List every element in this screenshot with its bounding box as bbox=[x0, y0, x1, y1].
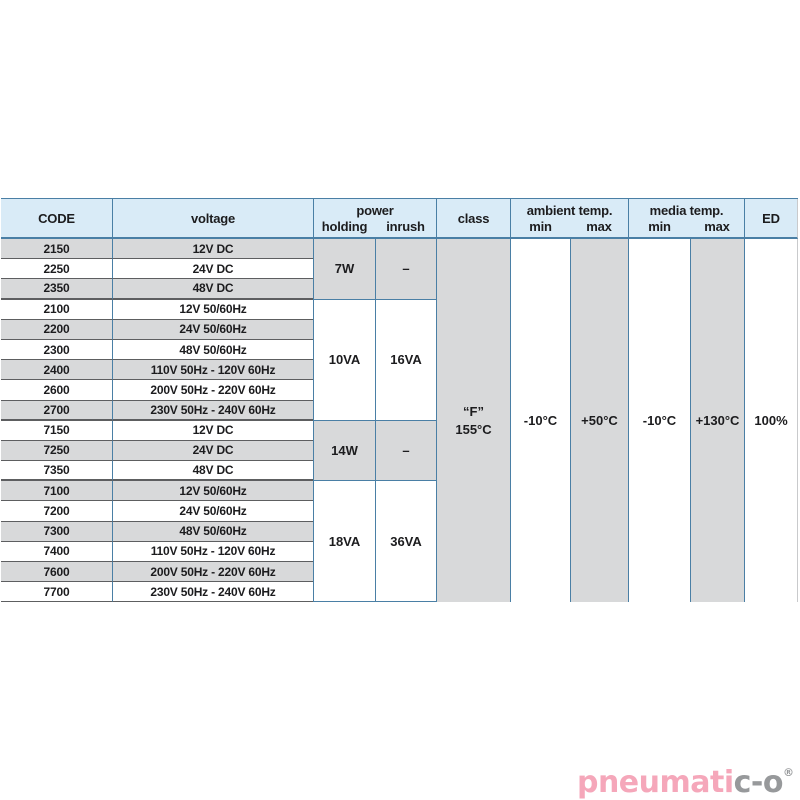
voltage-cell: 48V 50/60Hz bbox=[112, 522, 313, 542]
ed-cell: 100% bbox=[744, 239, 798, 602]
logo-text-pink: pneumati bbox=[576, 765, 734, 800]
code-cell: 2300 bbox=[1, 340, 112, 360]
col-header-media-min: min bbox=[648, 218, 671, 234]
code-cell: 2600 bbox=[1, 380, 112, 400]
code-cell: 7600 bbox=[1, 562, 112, 582]
col-header-class: class bbox=[436, 199, 510, 239]
col-header-ambient-min: min bbox=[529, 218, 552, 234]
power-holding-cell: 10VA bbox=[313, 300, 375, 421]
voltage-cell: 110V 50Hz - 120V 60Hz bbox=[112, 542, 313, 562]
ambient-temp-group-label: ambient temp. bbox=[526, 203, 613, 219]
media-temp-group-label: media temp. bbox=[649, 203, 724, 219]
col-header-code: CODE bbox=[1, 199, 112, 239]
voltage-cell: 110V 50Hz - 120V 60Hz bbox=[112, 360, 313, 380]
class-cell-line: “F” bbox=[463, 403, 484, 419]
voltage-cell: 12V 50/60Hz bbox=[112, 300, 313, 320]
col-header-media-max: max bbox=[704, 218, 730, 234]
voltage-cell: 12V DC bbox=[112, 421, 313, 441]
voltage-cell: 24V 50/60Hz bbox=[112, 501, 313, 521]
voltage-cell: 200V 50Hz - 220V 60Hz bbox=[112, 380, 313, 400]
col-header-media-temp bbox=[628, 199, 744, 239]
logo-text-grey: c-o bbox=[733, 765, 783, 800]
power-inrush-cell: 16VA bbox=[375, 300, 436, 421]
col-header-holding: holding bbox=[321, 218, 368, 234]
voltage-cell: 230V 50Hz - 240V 60Hz bbox=[112, 401, 313, 421]
voltage-cell: 12V DC bbox=[112, 239, 313, 259]
code-cell: 2150 bbox=[1, 239, 112, 259]
code-cell: 7400 bbox=[1, 542, 112, 562]
code-cell: 2400 bbox=[1, 360, 112, 380]
class-cell-line: 155°C bbox=[455, 421, 492, 437]
voltage-cell: 24V DC bbox=[112, 259, 313, 279]
code-cell: 2250 bbox=[1, 259, 112, 279]
media-max-cell: +130°C bbox=[690, 239, 744, 602]
voltage-cell: 48V DC bbox=[112, 461, 313, 481]
code-cell: 7250 bbox=[1, 441, 112, 461]
code-cell: 2100 bbox=[1, 300, 112, 320]
code-cell: 7200 bbox=[1, 501, 112, 521]
code-cell: 2350 bbox=[1, 279, 112, 299]
col-header-voltage: voltage bbox=[112, 199, 313, 239]
col-header-ambient-max: max bbox=[586, 218, 612, 234]
voltage-cell: 200V 50Hz - 220V 60Hz bbox=[112, 562, 313, 582]
power-group-label: power bbox=[356, 203, 394, 219]
col-header-inrush: inrush bbox=[386, 218, 425, 234]
code-cell: 7300 bbox=[1, 522, 112, 542]
code-cell: 7150 bbox=[1, 421, 112, 441]
voltage-cell: 12V 50/60Hz bbox=[112, 481, 313, 501]
power-inrush-cell: – bbox=[375, 421, 436, 482]
voltage-cell: 48V DC bbox=[112, 279, 313, 299]
ambient-min-cell: -10°C bbox=[510, 239, 570, 602]
voltage-cell: 24V DC bbox=[112, 441, 313, 461]
code-cell: 7350 bbox=[1, 461, 112, 481]
power-holding-cell: 18VA bbox=[313, 481, 375, 602]
class-cell bbox=[436, 239, 510, 602]
code-cell: 7700 bbox=[1, 582, 112, 602]
pneumatico-logo bbox=[577, 767, 794, 798]
col-header-power bbox=[313, 199, 436, 239]
code-cell: 7100 bbox=[1, 481, 112, 501]
registered-trademark-icon: ® bbox=[783, 766, 794, 779]
code-cell: 2200 bbox=[1, 320, 112, 340]
code-cell: 2700 bbox=[1, 401, 112, 421]
voltage-cell: 230V 50Hz - 240V 60Hz bbox=[112, 582, 313, 602]
spec-table bbox=[1, 198, 798, 602]
power-holding-cell: 7W bbox=[313, 239, 375, 300]
col-header-ambient-temp bbox=[510, 199, 628, 239]
voltage-cell: 24V 50/60Hz bbox=[112, 320, 313, 340]
power-inrush-cell: – bbox=[375, 239, 436, 300]
power-holding-cell: 14W bbox=[313, 421, 375, 482]
col-header-ed: ED bbox=[744, 199, 798, 239]
voltage-cell: 48V 50/60Hz bbox=[112, 340, 313, 360]
power-inrush-cell: 36VA bbox=[375, 481, 436, 602]
ambient-max-cell: +50°C bbox=[570, 239, 628, 602]
media-min-cell: -10°C bbox=[628, 239, 690, 602]
